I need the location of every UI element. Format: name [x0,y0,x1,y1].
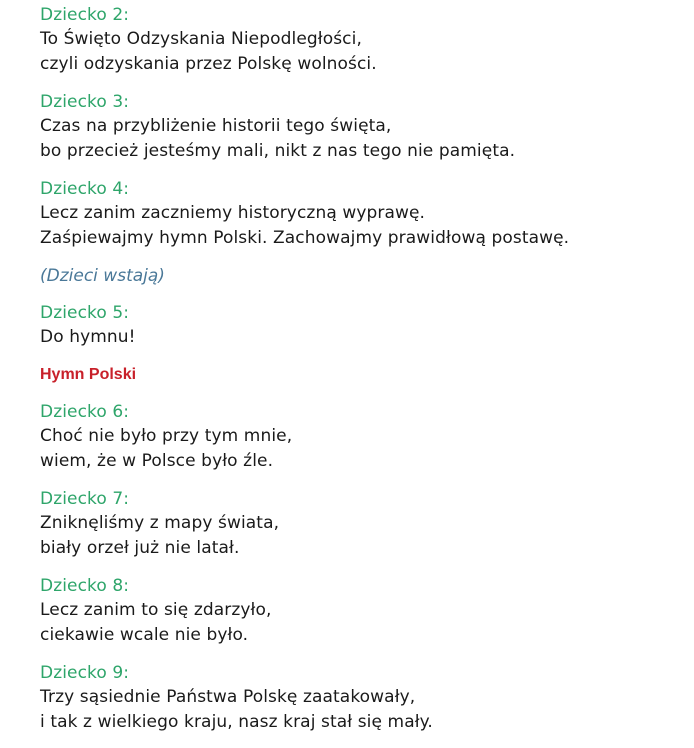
speech-line: wiem, że w Polsce było źle. [40,451,274,471]
speech-block [40,661,680,735]
speech-line: czyli odzyskania przez Polskę wolności. [40,54,377,74]
speech-block [40,177,680,251]
speech-line: bo przecież jesteśmy mali, nikt z nas tego nie pamięta. [40,141,516,161]
speaker-label: Dziecko 8: [40,576,130,596]
song-title: Hymn Polski [40,366,137,383]
song-block [40,363,680,387]
speech-block [40,301,680,350]
speech-line: Lecz zanim zaczniemy historyczną wyprawę. [40,203,426,223]
speech-block [40,90,680,164]
speaker-label: Dziecko 4: [40,179,130,199]
speaker-label: Dziecko 6: [40,402,130,422]
speaker-label: Dziecko 2: [40,5,130,25]
speech-line: Lecz zanim to się zdarzyło, [40,600,272,620]
speech-block [40,574,680,648]
speech-block [40,3,680,77]
script-document [40,3,680,748]
speech-line: ciekawie wcale nie było. [40,625,249,645]
speech-line: To Święto Odzyskania Niepodległości, [40,29,362,49]
speaker-label: Dziecko 7: [40,489,130,509]
speech-block [40,487,680,561]
speech-line: Trzy sąsiednie Państwa Polskę zaatakowały, [40,687,416,707]
stage-direction-block [40,264,680,288]
speech-line: Zniknęliśmy z mapy świata, [40,513,280,533]
speech-line: Do hymnu! [40,327,136,347]
speech-line: Czas na przybliżenie historii tego święta, [40,116,392,136]
speaker-label: Dziecko 9: [40,663,130,683]
speech-line: i tak z wielkiego kraju, nasz kraj stał się mały. [40,712,433,732]
speech-line: biały orzeł już nie latał. [40,538,240,558]
speech-line: Choć nie było przy tym mnie, [40,426,293,446]
stage-direction: (Dzieci wstają) [40,266,165,286]
speech-block [40,400,680,474]
speaker-label: Dziecko 5: [40,303,130,323]
speech-line: Zaśpiewajmy hymn Polski. Zachowajmy prawidłową postawę. [40,228,570,248]
speaker-label: Dziecko 3: [40,92,130,112]
